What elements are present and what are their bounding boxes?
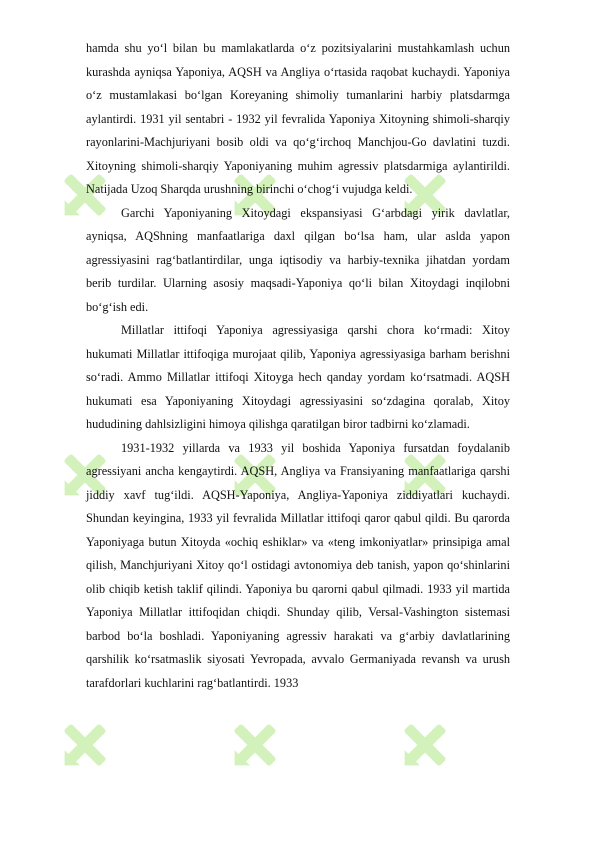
paragraph: hamda shu yo‘l bilan bu mamlakatlarda o‘z pozitsiyalarini mustahkamlash uchun kurashda ayniqsa Yaponiya, AQSH va Angliya o‘rtasida raqobat kuchaydi. Yaponiya o‘z mustamlakasi bo‘lgan Koreyaning shimoliy tumanlarini harbiy platsdarmga aylantirdi. 1931 yil sentabri - 1932 yil fevralida Yaponiya Xitoyning shimoli-sharqiy rayonlarini-Machjuriyani bosib oldi va qo‘g‘irchoq Manchjou-Go davlatini tuzdi. Xitoyning shimoli-sharqiy Yaponiyaning muhim agressiv platsdarmiga aylantirildi. Natijada Uzoq Sharqda urushning birinchi o‘chog‘i vujudga keldi. — [86, 41, 510, 196]
watermark-logo-icon — [210, 700, 300, 790]
paragraph: Garchi Yaponiyaning Xitoydagi ekspansiyasi G‘arbdagi yirik davlatlar, ayniqsa, AQShning manfaatlariga daxl qilgan bo‘lsa ham, ular aslda yapon agressiyasini rag‘batlantirdilar, unga iqtisodiy va harbiy-texnika jihatdan yordam berib turdilar. Ularning asosiy maqsadi-Yaponiya qo‘li bilan Xitoydagi inqilobni bo‘g‘ish edi. — [86, 205, 510, 314]
paragraph: Millatlar ittifoqi Yaponiya agressiyasiga qarshi chora ko‘rmadi: Xitoy hukumati Millatlar ittifoqiga murojaat qilib, Yaponiya agressiyasiga barham berishni so‘radi. Ammo Millatlar ittifoqi Xitoyga hech qanday yordam ko‘rsatmadi. AQSH hukumati esa Yaponiyaning Xitoydagi agressiyasini so‘zdagina qoralab, Xitoy hududining dahlsizligini himoya qilishga qaratilgan biror tadbirni ko‘zlamadi. — [86, 323, 510, 431]
paragraph: 1931-1932 yillarda va 1933 yil boshida Yaponiya fursatdan foydalanib agressiyani ancha kengaytirdi. AQSH, Angliya va Fransiyaning manfaatlariga qarshi jiddiy xavf tug‘ildi. AQSH-Yaponiya, Angliya-Yaponiya ziddiyatlari kuchaydi. Shundan keyingina, 1933 yil fevralida Millatlar ittifoqi qaror qabul qildi. Bu qarorda Yaponiyaga butun Xitoyda «ochiq eshiklar» va «teng imkoniyatlar» prinsipiga amal qilish, Manchjuriyani Xitoy qo‘l ostidagi avtonomiya deb tanish, yapon qo‘shinlarini olib chiqib ketish taklif qilindi. Yaponiya bu qarorni qabul qilmadi. 1933 yil martida Yaponiya Millatlar ittifoqidan chiqdi. Shunday qilib, Versal-Vashington sistemasi barbod bo‘la boshladi. Yaponiyaning agressiv harakati va g‘arbiy davlatlarining qarshilik ko‘rsatmaslik siyosati Yevropada, avvalo Germaniyada revansh va urush tarafdorlari kuchlarini rag‘batlantirdi. 1933 — [86, 440, 510, 690]
watermark-logo-icon — [380, 700, 470, 790]
document-body — [86, 37, 510, 695]
watermark-logo-icon — [40, 700, 130, 790]
